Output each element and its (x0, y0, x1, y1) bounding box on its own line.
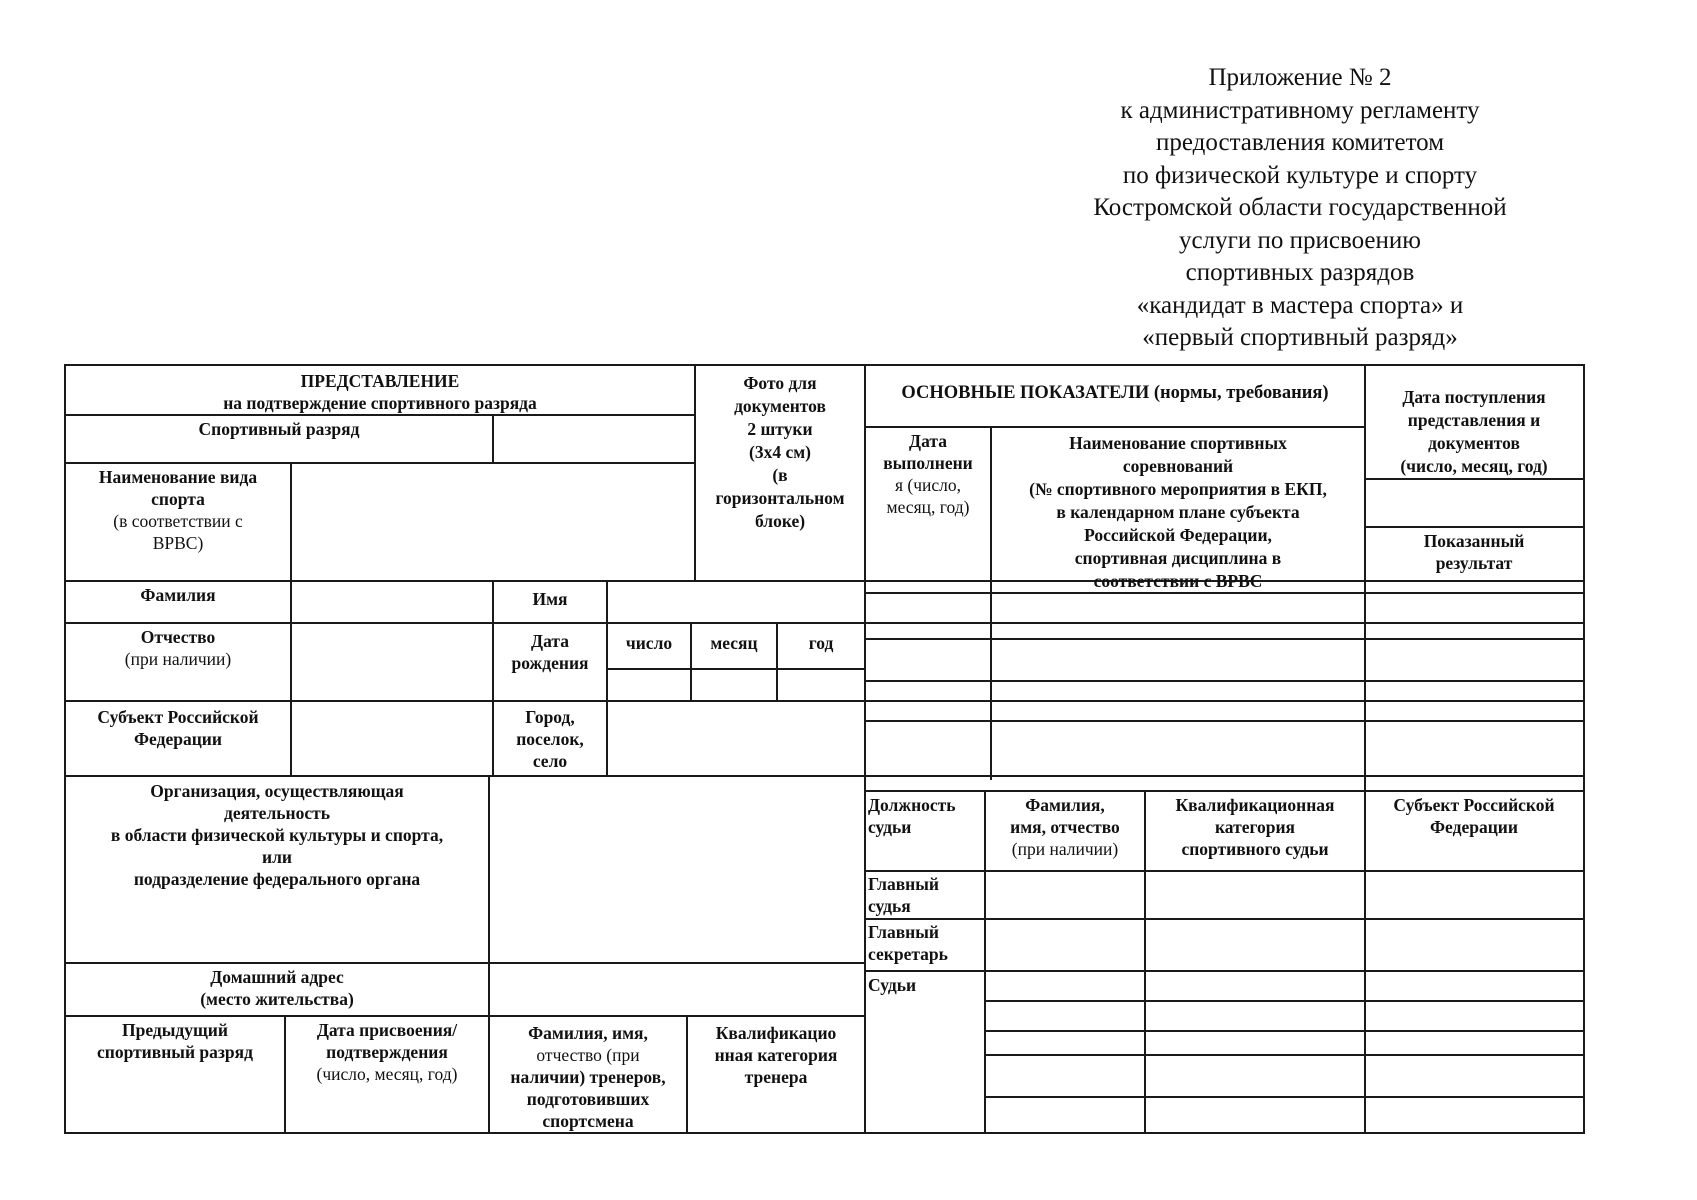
judge-fio-line: (при наличии) (1011, 839, 1119, 859)
birth-date-line: Дата (531, 631, 569, 651)
table-rule (64, 364, 1584, 366)
sport-name-line: Наименование вида (98, 467, 258, 487)
coach-qual-line: Квалификацио (715, 1023, 837, 1043)
table-rule (1364, 478, 1584, 480)
prev-rank-label (66, 1019, 284, 1063)
subject-field[interactable] (292, 702, 492, 775)
judge-qualification-line: Квалификационная (1175, 795, 1335, 815)
judge-fio-line: Фамилия, (1025, 795, 1105, 815)
table-rule (64, 1132, 1584, 1134)
assign-date-line: Дата присвоения/ (316, 1020, 458, 1040)
name-field[interactable] (608, 582, 864, 622)
judge-position-line: судьи (868, 817, 912, 837)
result-line: Показанный (1423, 531, 1525, 551)
table-rule (1364, 526, 1584, 528)
chief-secretary-line: секретарь (868, 944, 948, 964)
city-line: село (532, 751, 568, 771)
organization-line: в области физической культуры и спорта, (110, 825, 444, 845)
form-title (66, 370, 694, 414)
chief-judge-line: Главный (868, 874, 940, 894)
sport-name-line: ВРВС) (152, 533, 204, 553)
patronymic-note: (при наличии) (124, 649, 232, 669)
result-line: результат (1435, 553, 1513, 573)
table-rule (864, 918, 1584, 920)
competition-label (992, 432, 1364, 593)
table-rule (864, 638, 1584, 640)
date-done-line: Дата (909, 431, 947, 451)
table-rule (984, 1030, 1584, 1032)
sport-rank-label: Спортивный разряд (198, 419, 360, 439)
receipt-date-label (1366, 386, 1582, 478)
judge-position-label (868, 794, 984, 838)
table-rule (984, 1096, 1584, 1098)
form-subtitle-text: на подтверждение спортивного разряда (223, 393, 537, 413)
receipt-date-line: документов (1428, 433, 1520, 453)
home-address-label (66, 966, 488, 1010)
competition-line: Наименование спортивных (1069, 433, 1287, 453)
table-rule (1583, 364, 1585, 1134)
table-rule (864, 720, 1584, 722)
table-rule (864, 870, 1584, 872)
header-line: предоставления комитетом (1155, 129, 1445, 156)
date-done-line: выполнени (883, 453, 973, 473)
coaches-line: спортсмена (542, 1111, 634, 1131)
judge-qualification-label (1146, 794, 1364, 860)
competition-line: спортивная дисциплина в (1074, 548, 1282, 568)
city-label (494, 706, 606, 772)
patronymic-text: Отчество (140, 627, 216, 647)
coach-qual-line: тренера (744, 1067, 808, 1087)
subject-line: Субъект Российской (97, 707, 259, 727)
competition-line: Российской Федерации, (1084, 525, 1272, 545)
photo-line: горизонтальном (715, 488, 845, 508)
photo-line: документов (734, 396, 826, 416)
table-rule (864, 790, 1584, 792)
competition-line: соревнований (1122, 456, 1234, 476)
date-done-label (866, 430, 990, 518)
judge-qualification-line: спортивного судьи (1181, 839, 1329, 859)
indicators-title: ОСНОВНЫЕ ПОКАЗАТЕЛИ (нормы, требования) (901, 383, 1329, 403)
coach-qual-label (688, 1022, 864, 1088)
header-line: «первый спортивный разряд» (1142, 324, 1458, 351)
judge-position-line: Должность (868, 795, 956, 815)
table-rule (1364, 364, 1366, 1132)
month-label: месяц (710, 633, 758, 653)
patronymic-field[interactable] (292, 624, 492, 700)
chief-judge-label (868, 873, 984, 917)
organization-line: или (262, 847, 292, 867)
name-label: Имя (532, 589, 568, 609)
sport-name-line: (в соответствии с (113, 511, 243, 531)
coaches-line: наличии) тренеров, (510, 1067, 666, 1087)
table-rule (606, 668, 864, 670)
birth-date-label (494, 630, 606, 674)
photo-line: блоке) (754, 511, 806, 531)
date-done-line: я (число, (894, 475, 962, 495)
sport-rank-field[interactable] (494, 416, 694, 462)
judge-subject-line: Субъект Российской (1393, 795, 1555, 815)
organization-line: деятельность (224, 803, 330, 823)
table-rule (64, 1015, 864, 1017)
photo-line: 2 штуки (747, 419, 813, 439)
coaches-line: отчество (при (536, 1045, 640, 1065)
subject-line: Федерации (134, 729, 222, 749)
header-line: Приложение № 2 (1208, 64, 1392, 91)
coach-qual-line: нная категория (714, 1045, 838, 1065)
coaches-line: Фамилия, имя, (528, 1023, 648, 1043)
sport-name-field[interactable] (292, 464, 694, 580)
sport-name-line: спорта (151, 489, 205, 509)
surname-label: Фамилия (140, 585, 216, 605)
table-rule (64, 962, 864, 964)
organization-line: Организация, осуществляющая (150, 781, 404, 801)
prev-rank-line: Предыдущий (122, 1020, 228, 1040)
organization-line: подразделение федерального органа (133, 869, 421, 889)
assign-date-line: подтверждения (326, 1042, 448, 1062)
assign-date-line: (число, месяц, год) (316, 1064, 458, 1084)
table-rule (984, 1000, 1584, 1002)
header-line: по физической культуре и спорту (1122, 161, 1478, 189)
date-done-line: месяц, год) (886, 497, 970, 517)
home-address-line: Домашний адрес (210, 967, 344, 987)
receipt-date-line: представления и (1407, 410, 1541, 430)
result-label (1366, 530, 1582, 574)
header-line: «кандидат в мастера спорта» и (1136, 291, 1464, 319)
assign-date-label (286, 1019, 488, 1085)
surname-field[interactable] (292, 582, 492, 622)
judges-label: Судьи (868, 975, 917, 995)
photo-line: (3x4 см) (749, 442, 811, 462)
judge-subject-line: Федерации (1430, 817, 1518, 837)
chief-secretary-line: Главный (868, 922, 940, 942)
judge-fio-line: имя, отчество (1010, 817, 1120, 837)
competition-line: в календарном плане субъекта (1056, 502, 1300, 522)
table-rule (864, 970, 1584, 972)
table-rule (64, 775, 1584, 777)
table-rule (864, 426, 1364, 428)
patronymic-label (66, 626, 290, 670)
header-line: к административному регламенту (1120, 96, 1480, 124)
judge-qualification-line: категория (1214, 817, 1296, 837)
competition-line: соответствии с ВРВС (1093, 571, 1263, 591)
photo-line: Фото для (743, 373, 817, 393)
city-line: поселок, (516, 729, 584, 749)
competition-line: (№ спортивного мероприятия в ЕКП, (1029, 479, 1327, 499)
prev-rank-line: спортивный разряд (96, 1042, 253, 1062)
home-address-line: (место жительства) (200, 989, 354, 1009)
form-title-text: ПРЕДСТАВЛЕНИЕ (300, 371, 460, 391)
birth-date-line: рождения (511, 653, 589, 673)
table-rule (864, 680, 1584, 682)
day-label: число (625, 633, 673, 653)
coaches-line: подготовивших (526, 1089, 650, 1109)
header-line: Костромской области государственной (1093, 194, 1507, 221)
header-line: услуги по присвоению (1179, 226, 1421, 254)
coaches-label (490, 1022, 686, 1132)
header-line: спортивных разрядов (1185, 259, 1415, 286)
chief-secretary-label (868, 921, 984, 965)
appendix-header (1040, 62, 1560, 355)
year-label: год (808, 633, 834, 653)
judge-fio-label (986, 794, 1144, 860)
judge-subject-label (1366, 794, 1582, 838)
city-line: Город, (525, 707, 575, 727)
photo-label (696, 372, 864, 533)
sport-name-label (66, 466, 290, 554)
subject-label (66, 706, 290, 750)
chief-judge-line: судья (868, 896, 911, 916)
receipt-date-line: Дата поступления (1402, 387, 1546, 407)
table-rule (984, 1054, 1584, 1056)
receipt-date-line: (число, месяц, год) (1400, 456, 1548, 476)
organization-label (66, 780, 488, 890)
photo-line: (в (772, 465, 788, 485)
